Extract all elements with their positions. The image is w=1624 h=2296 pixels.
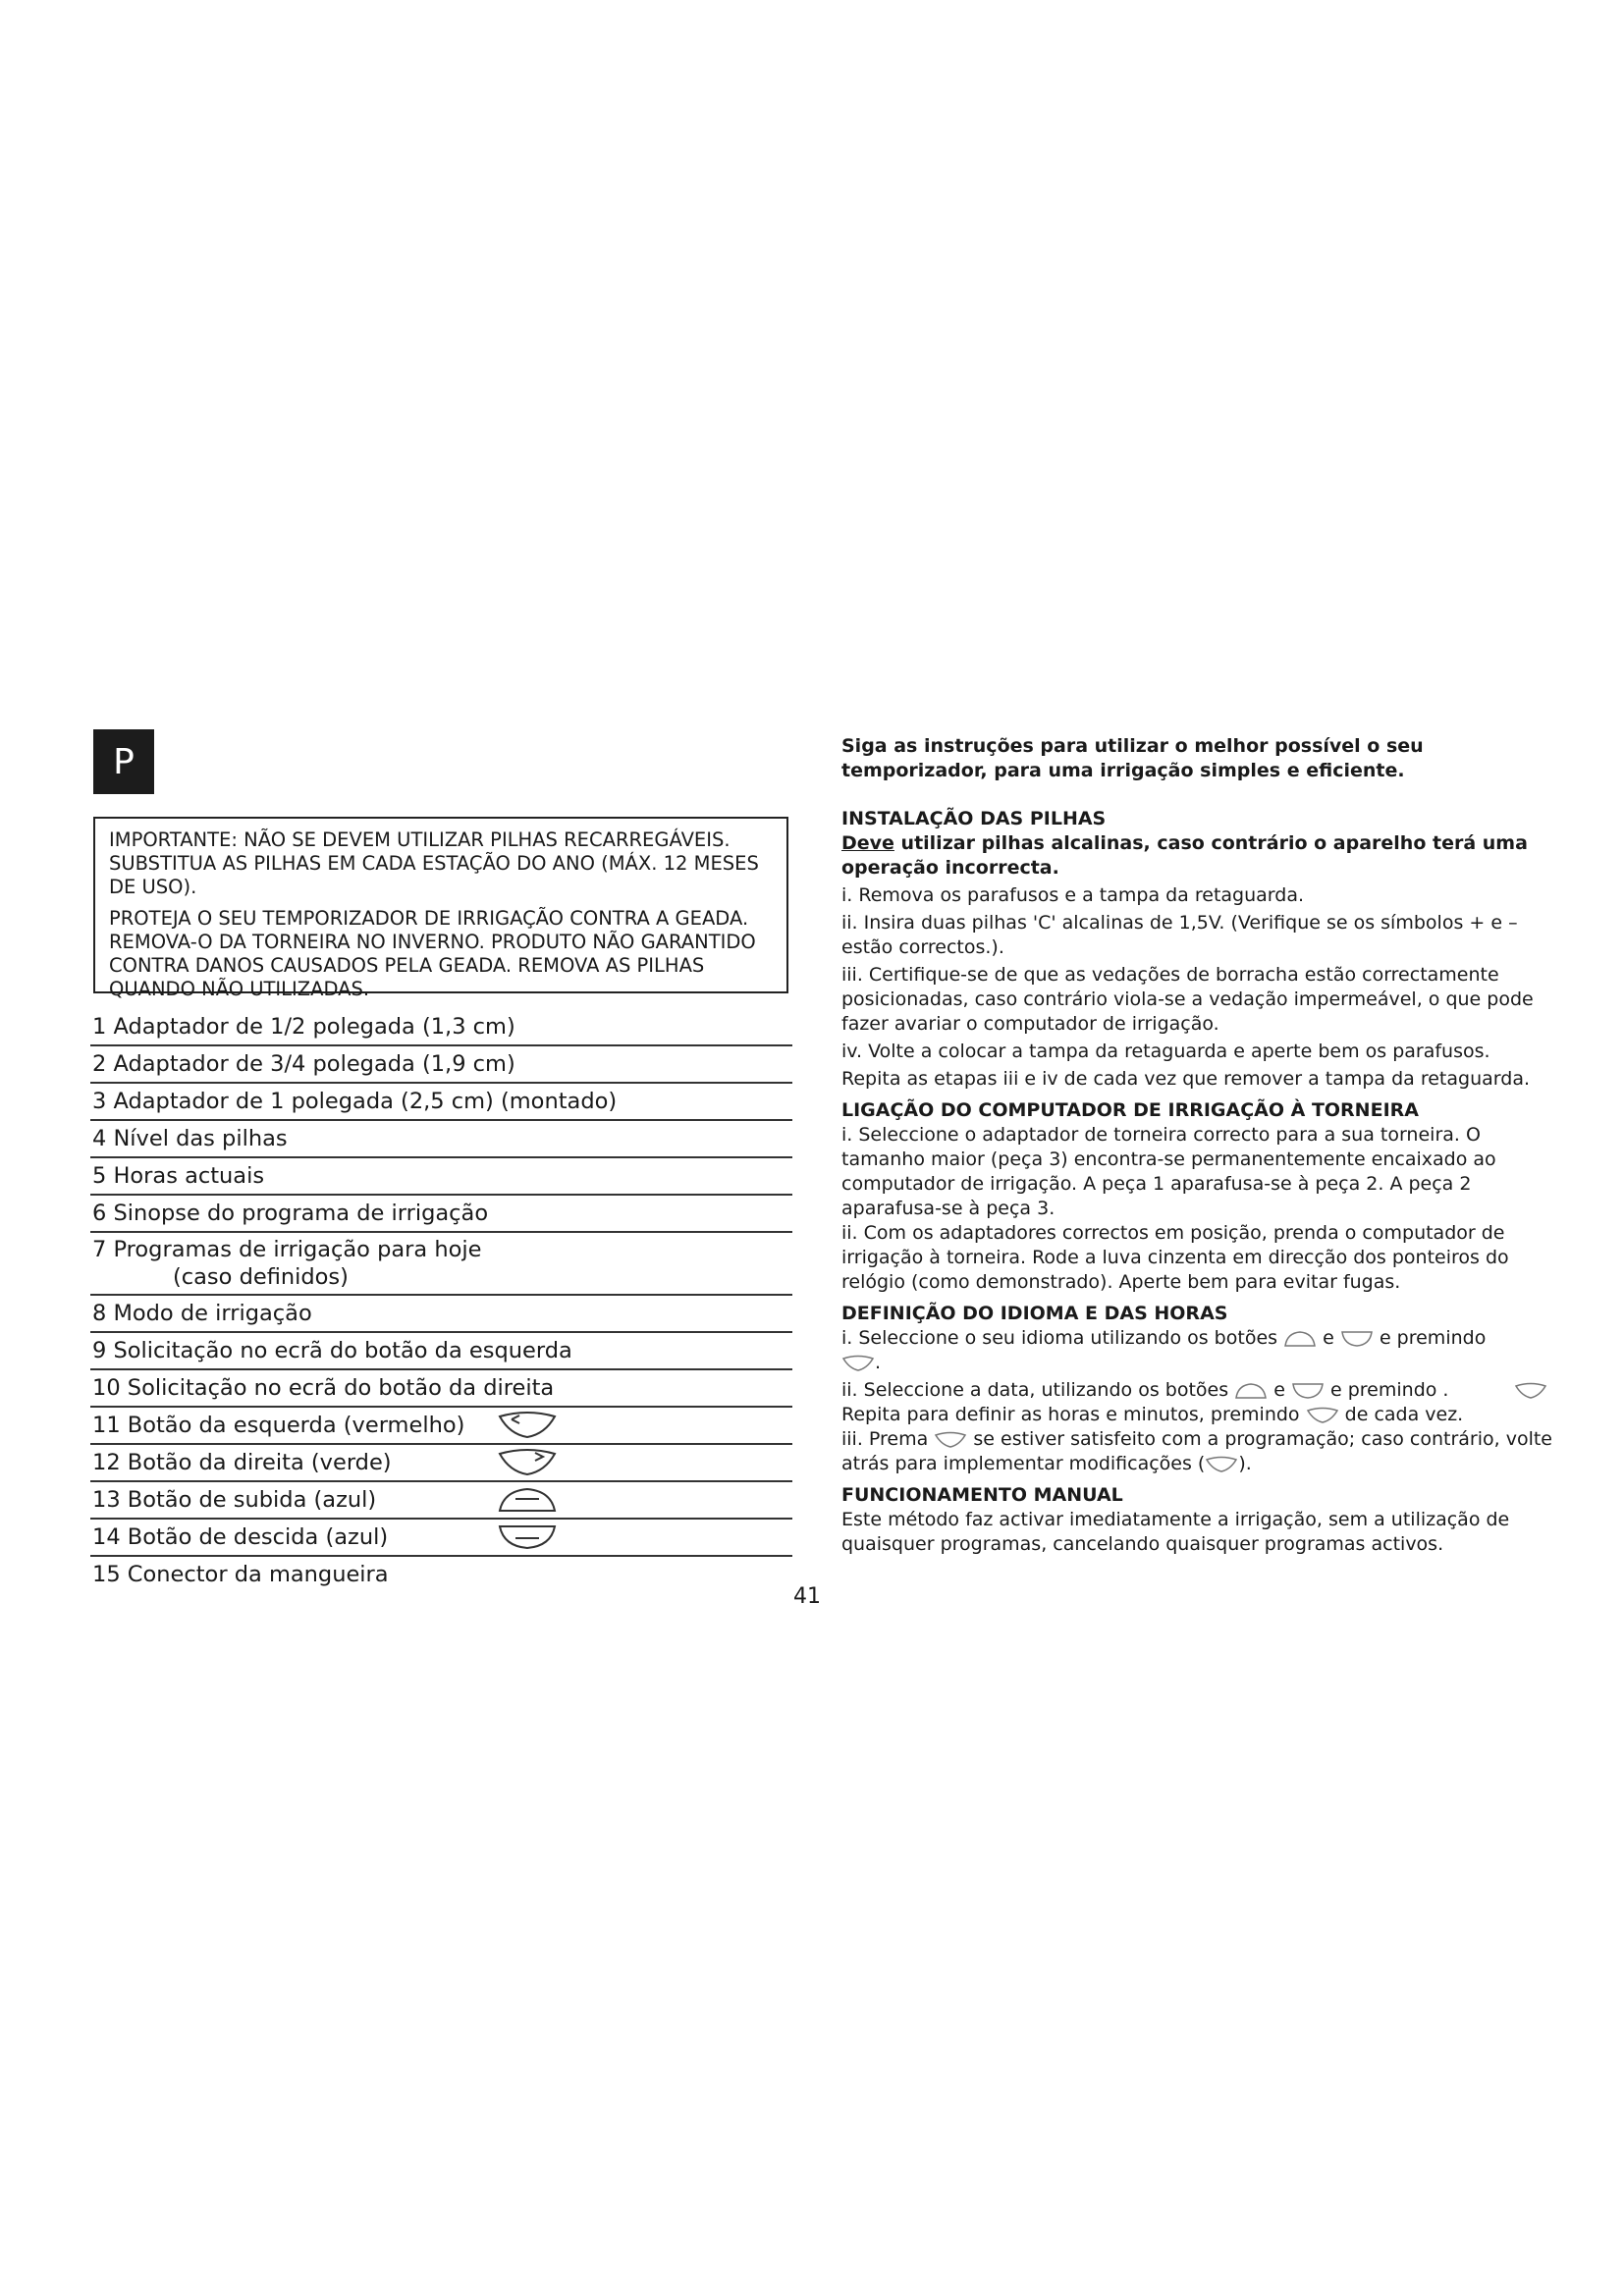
part-item: 9 Solicitação no ecrã do botão da esquerda [90, 1333, 792, 1370]
battery-step: ii. Insira duas pilhas 'C' alcalinas de 1,5V. (Verifique se os símbolos + e – estão correctos.). [841, 912, 1518, 958]
section-title-manual: FUNCIONAMENTO MANUAL [841, 1484, 1123, 1506]
part-item: 1 Adaptador de 1/2 polegada (1,3 cm) [90, 1009, 792, 1046]
manual-text: Este método faz activar imediatamente a irrigação, sem a utilização de quaisquer programas, cancelando quaisquer programas activos. [841, 1509, 1510, 1555]
up-button-icon [1234, 1382, 1268, 1400]
right-button-icon [496, 1448, 559, 1477]
battery-step: iii. Certifique-se de que as vedações de borracha estão correctamente posicionadas, caso contrário viola-se a vedação impermeável, o que pode fazer avariar o computador de irrigação. [841, 964, 1534, 1035]
part-item: 12 Botão da direita (verde) [90, 1445, 792, 1482]
part-item: 8 Modo de irrigação [90, 1296, 792, 1333]
down-button-icon [1291, 1382, 1325, 1400]
time-step: Repita para definir as horas e minutos, premindo de cada vez. [841, 1404, 1464, 1425]
page-number: 41 [793, 1584, 821, 1609]
date-step: ii. Seleccione a data, utilizando os botões e e premindo . [841, 1378, 1563, 1403]
part-item: 10 Solicitação no ecrã do botão da direita [90, 1370, 792, 1408]
tap-step: ii. Com os adaptadores correctos em posição, prenda o computador de irrigação à torneira. Rode a luva cinzenta em direcção dos ponteiros do relógio (como demonstrado). Aperte bem para evitar fugas. [841, 1222, 1509, 1293]
up-button-icon [1283, 1330, 1317, 1348]
part-item: 3 Adaptador de 1 polegada (2,5 cm) (montado) [90, 1084, 792, 1121]
right-button-icon [841, 1355, 875, 1372]
part-item: 14 Botão de descida (azul) [90, 1520, 792, 1557]
intro-text: Siga as instruções para utilizar o melhor possível o seu temporizador, para uma irrigação simples e eficiente. [841, 735, 1424, 781]
parts-list [90, 1009, 792, 1592]
down-button-icon [1340, 1330, 1374, 1348]
section-title-language-time: DEFINIÇÃO DO IDIOMA E DAS HORAS [841, 1303, 1228, 1324]
language-badge: P [93, 729, 154, 794]
part-item: 4 Nível das pilhas [90, 1121, 792, 1158]
battery-step: iv. Volte a colocar a tampa da retaguarda e aperte bem os parafusos. [841, 1041, 1490, 1062]
battery-step: i. Remova os parafusos e a tampa da retaguarda. [841, 884, 1305, 906]
right-button-icon [1306, 1407, 1339, 1424]
up-button-icon [496, 1485, 559, 1515]
battery-repeat-note: Repita as etapas iii e iv de cada vez que remover a tampa da retaguarda. [841, 1068, 1530, 1090]
warning-box [93, 817, 788, 1000]
part-item: 7 Programas de irrigação para hoje (caso definidos) [90, 1233, 792, 1296]
section-title-tap: LIGAÇÃO DO COMPUTADOR DE IRRIGAÇÃO À TORNEIRA [841, 1099, 1419, 1121]
left-button-icon [1205, 1456, 1238, 1473]
batteries-warning: Deve utilizar pilhas alcalinas, caso contrário o aparelho terá uma operação incorrecta. [841, 832, 1528, 879]
instructions-column [841, 734, 1563, 1557]
part-item: 6 Sinopse do programa de irrigação [90, 1196, 792, 1233]
confirm-step: iii. Prema se estiver satisfeito com a programação; caso contrário, volte atrás para implementar modificações ( ). [841, 1428, 1552, 1474]
warning-frost: PROTEJA O SEU TEMPORIZADOR DE IRRIGAÇÃO CONTRA A GEADA. REMOVA-O DA TORNEIRA NO INVERNO. PRODUTO NÃO GARANTIDO CONTRA DANOS CAUSADOS PELA GEADA. REMOVA AS PILHAS QUANDO NÃO UTILIZADAS. [109, 907, 756, 1000]
part-item: 13 Botão de subida (azul) [90, 1482, 792, 1520]
part-item: 11 Botão da esquerda (vermelho) [90, 1408, 792, 1445]
right-button-icon [934, 1431, 967, 1449]
part-item: 5 Horas actuais [90, 1158, 792, 1196]
part-item: 2 Adaptador de 3/4 polegada (1,9 cm) [90, 1046, 792, 1084]
warning-batteries: IMPORTANTE: NÃO SE DEVEM UTILIZAR PILHAS RECARREGÁVEIS. SUBSTITUA AS PILHAS EM CADA ESTAÇÃO DO ANO (MÁX. 12 MESES DE USO). [109, 828, 759, 898]
left-button-icon [496, 1411, 559, 1440]
part-item: 15 Conector da mangueira [92, 1562, 389, 1587]
tap-step: i. Seleccione o adaptador de torneira correcto para a sua torneira. O tamanho maior (peça 3) encontra-se permanentemente encaixado ao computador de irrigação. A peça 1 aparafusa-se à peça 2. A peça 2 aparafusa-se à peça 3. [841, 1124, 1496, 1219]
language-step: i. Seleccione o seu idioma utilizando os botões e e premindo . [841, 1327, 1487, 1373]
section-title-batteries: INSTALAÇÃO DAS PILHAS [841, 808, 1107, 829]
down-button-icon [496, 1522, 559, 1552]
right-button-icon [1514, 1382, 1547, 1400]
